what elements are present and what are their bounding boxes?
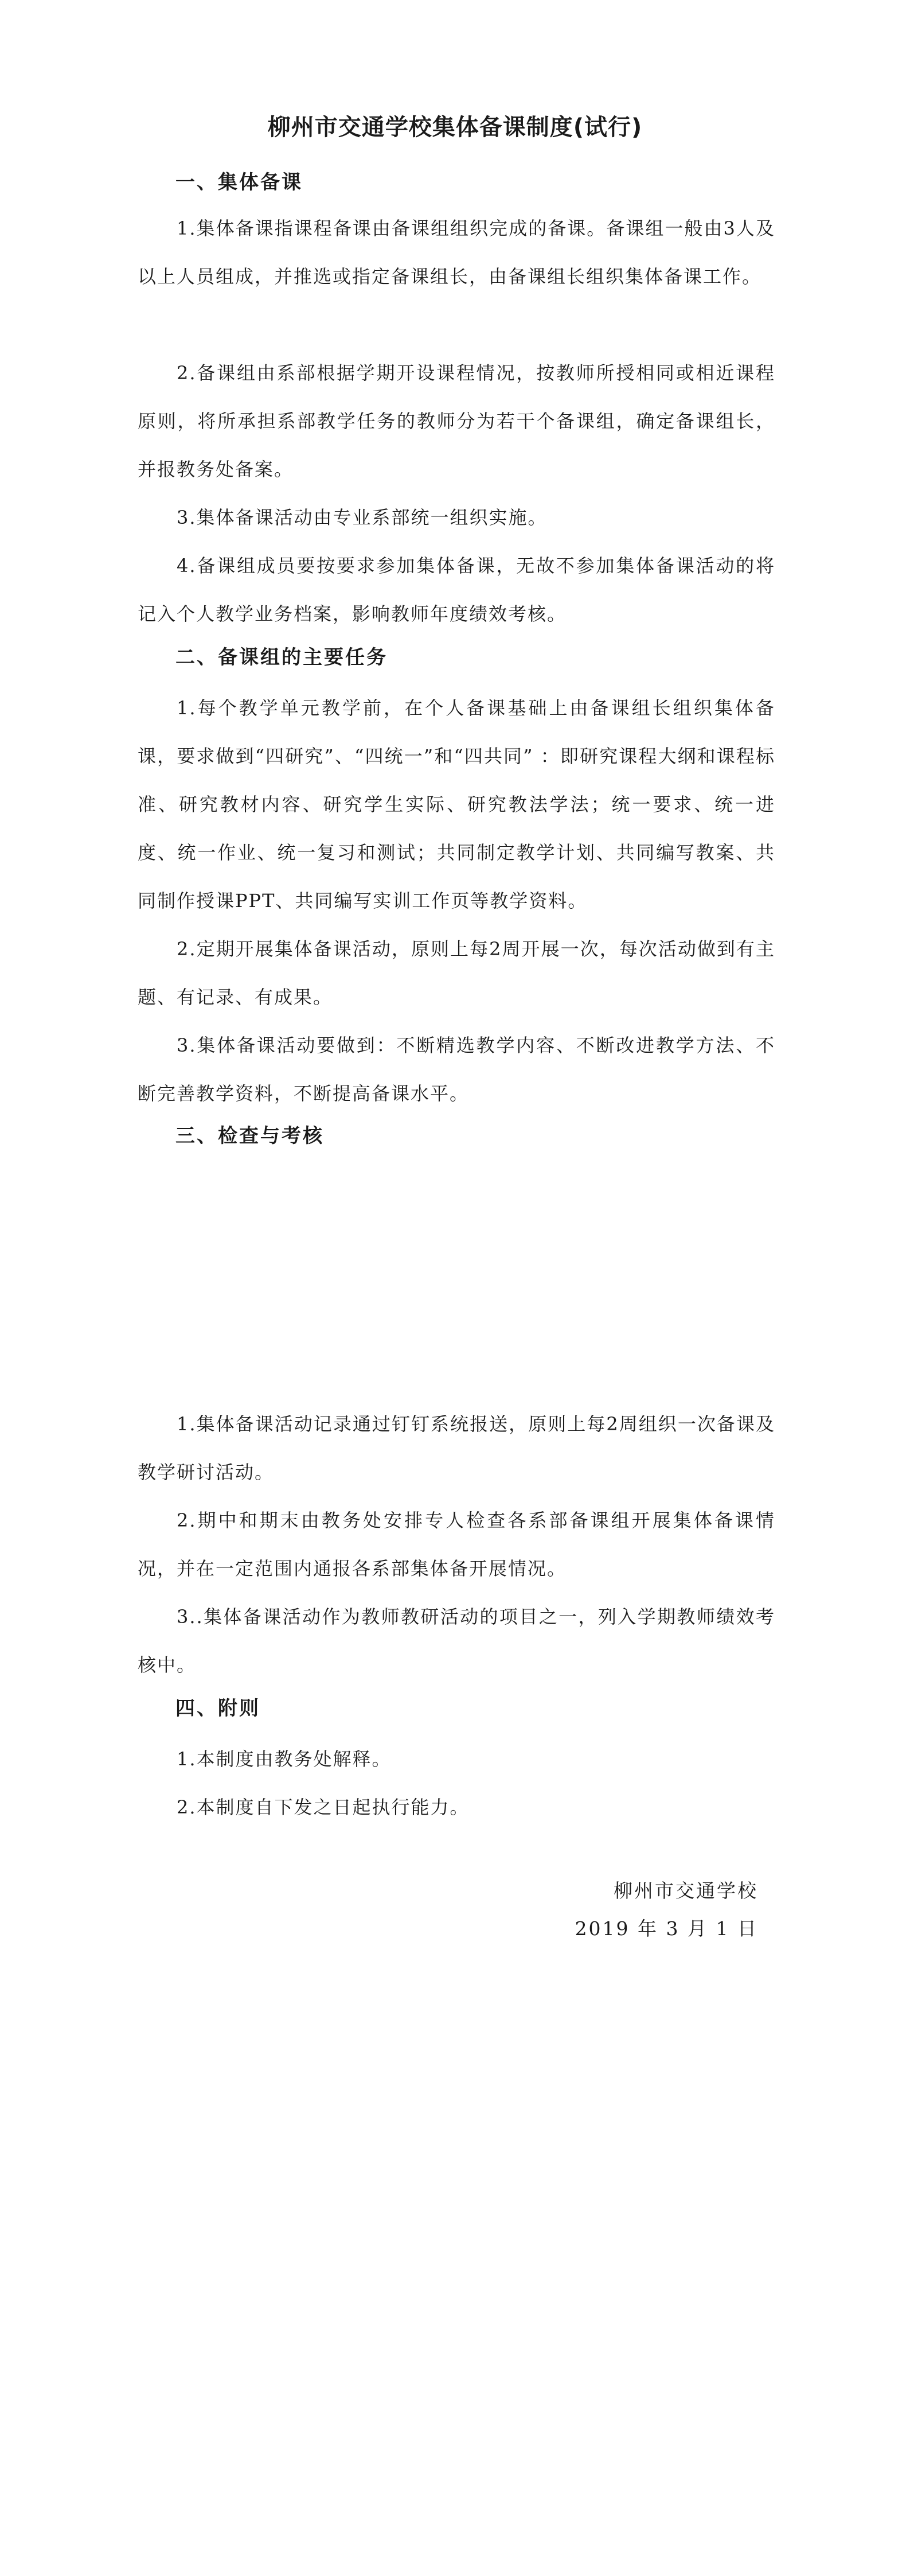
section-4-paragraph-2: 2.本制度自下发之日起执行能力。 <box>177 1796 470 1818</box>
section-4-paragraph-1: 1.本制度由教务处解释。 <box>177 1748 392 1770</box>
section-2-paragraph-3: 3.集体备课活动要做到：不断精选教学内容、不断改进教学方法、不断完善教学资料，不断提高备课水平。 <box>138 1034 775 1104</box>
section-heading-3: 三、检查与考核 <box>175 1124 324 1147</box>
section-1-paragraph-3: 3.集体备课活动由专业系部统一组织实施。 <box>177 507 548 528</box>
section-2-paragraph-2: 2.定期开展集体备课活动，原则上每2周开展一次，每次活动做到有主题、有记录、有成果。 <box>138 938 775 1008</box>
section-1-paragraph-4: 4.备课组成员要按要求参加集体备课，无故不参加集体备课活动的将记入个人教学业务档案，影响教师年度绩效考核。 <box>138 555 775 625</box>
signature-date: 2019 年 3 月 1 日 <box>575 1917 758 1940</box>
section-1-paragraph-1: 1.集体备课指课程备课由备课组组织完成的备课。备课组一般由3人及以上人员组成，并推选或指定备课组长，由备课组长组织集体备课工作。 <box>138 217 775 287</box>
section-2-paragraph-1: 1.每个教学单元教学前，在个人备课基础上由备课组长组织集体备课，要求做到“四研究”、“四统一”和“四共同” ：即研究课程大纲和课程标准、研究教材内容、研究学生实际、研究教法学法；统一要求、统一进度、统一作业、统一复习和测试；共同制定教学计划、共同编写教案、共同制作授课PPT、共同编写实训工作页等教学资料。 <box>138 697 775 912</box>
signature-organization: 柳州市交通学校 <box>614 1880 758 1902</box>
section-heading-4: 四、附则 <box>175 1697 260 1720</box>
document-title: 柳州市交通学校集体备课制度(试行) <box>267 114 643 141</box>
section-3-paragraph-1: 1.集体备课活动记录通过钉钉系统报送，原则上每2周组织一次备课及教学研讨活动。 <box>138 1413 775 1483</box>
section-heading-1: 一、集体备课 <box>175 171 303 194</box>
section-1-paragraph-2: 2.备课组由系部根据学期开设课程情况，按教师所授相同或相近课程原则，将所承担系部教学任务的教师分为若干个备课组，确定备课组长，并报教务处备案。 <box>138 362 775 480</box>
section-3-paragraph-3: 3..集体备课活动作为教师教研活动的项目之一，列入学期教师绩效考核中。 <box>138 1606 775 1676</box>
section-heading-2: 二、备课组的主要任务 <box>175 646 388 669</box>
section-3-paragraph-2: 2.期中和期末由教务处安排专人检查各系部备课组开展集体备课情况，并在一定范围内通报各系部集体备开展情况。 <box>138 1509 775 1579</box>
